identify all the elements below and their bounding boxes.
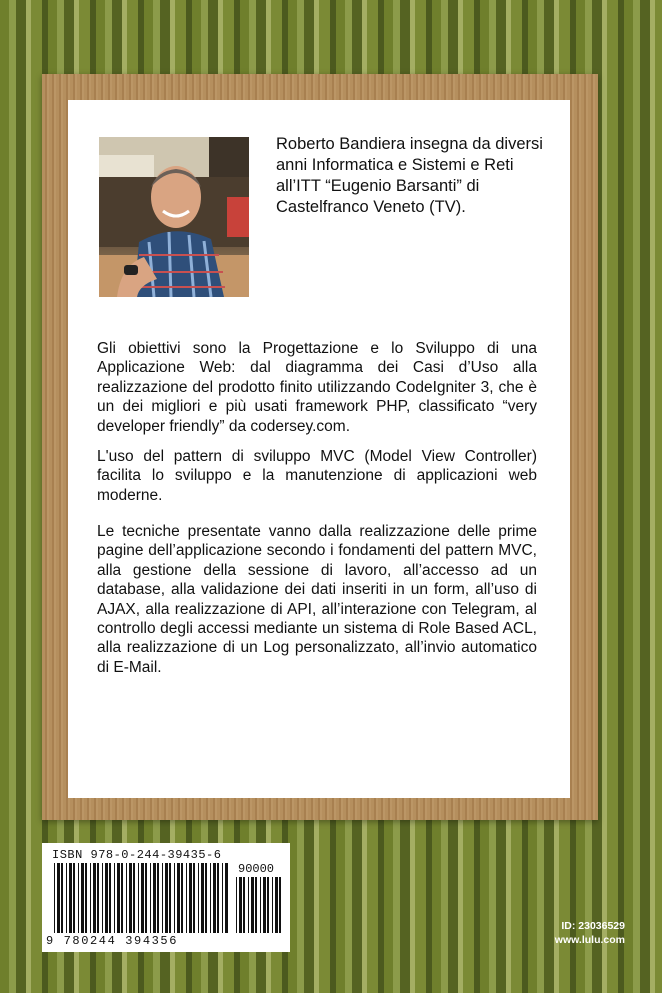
publisher-site: www.lulu.com [554, 934, 625, 946]
publisher-info [555, 919, 625, 947]
ean-digits: 9 780244 394356 [46, 934, 179, 948]
description-paragraph-1: Gli obiettivi sono la Progettazione e lo Sviluppo di una Applicazione Web: dal diagramma dei Casi d’Uso alla realizzazione del prodotto finito utilizzando CodeIgniter 3, che è un dei migliori e più usati framework PHP, classificato “very developer friendly” da codersey.com. [97, 340, 537, 435]
isbn-label: ISBN 978-0-244-39435-6 [52, 848, 222, 862]
description-paragraph-3: Le tecniche presentate vanno dalla realizzazione delle prime pagine dell’applicazione secondo i fondamenti del pattern MVC, alla gestione della sessione di lavoro, all’accesso ad un database, alla validazione dei dati inseriti in un form, all’uso di AJAX, alla realizzazione di API, all’interazione con Telegram, al controllo degli accessi mediante un sistema di Role Based ACL, alla realizzazione di un Log personalizzato, all’invio automatico di E-Mail. [97, 523, 537, 676]
publisher-id: ID: 23036529 [561, 920, 625, 932]
addon-barcode-bars [236, 877, 284, 933]
isbn-barcode [42, 843, 290, 952]
description-paragraph-2: L'uso del pattern di sviluppo MVC (Model View Controller) facilita lo sviluppo e la manutenzione di applicazioni web moderne. [97, 448, 537, 504]
author-bio: Roberto Bandiera insegna da diversi anni Informatica e Sistemi e Reti all’ITT “Eugenio Barsanti” di Castelfranco Veneto (TV). [276, 135, 543, 216]
price-code: 90000 [238, 862, 275, 876]
ean-barcode-bars [54, 863, 230, 933]
author-photo [99, 137, 249, 297]
